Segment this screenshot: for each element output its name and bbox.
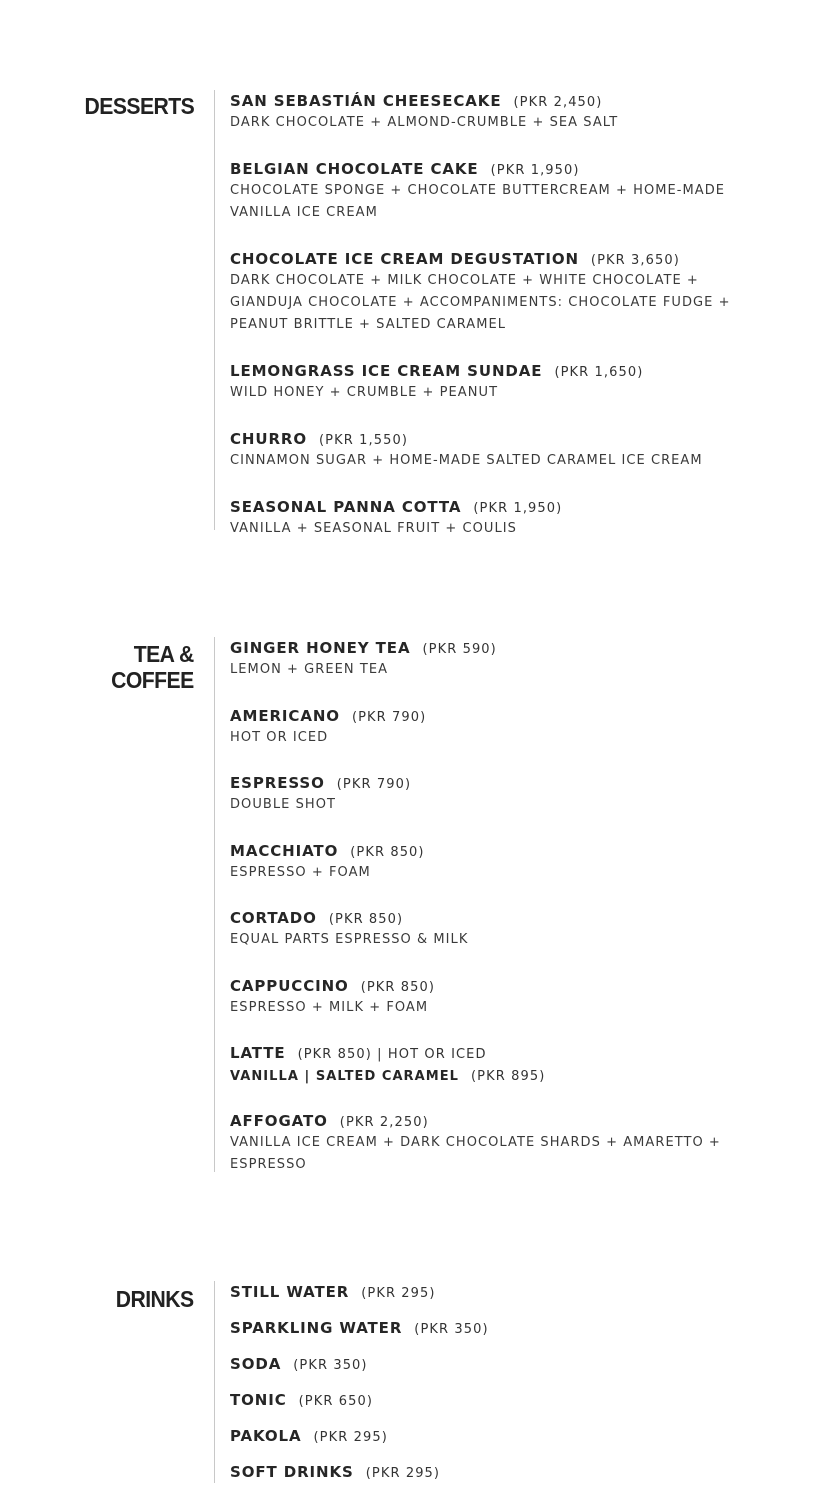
section-title-drinks	[116, 1286, 194, 1312]
menu-item	[230, 1281, 790, 1303]
item-price: (PKR 295)	[361, 1286, 436, 1301]
item-price: (PKR 790)	[351, 709, 427, 725]
menu-item	[230, 1317, 790, 1339]
item-price: (PKR 850)	[360, 979, 436, 995]
menu-item	[230, 1425, 790, 1447]
item-price: (PKR 650)	[298, 1394, 374, 1409]
item-price: (PKR 2,450)	[513, 95, 603, 110]
item-price: (PKR 850) | HOT OR ICED	[297, 1047, 487, 1062]
item-description: CINNAMON SUGAR + HOME-MADE SALTED CARAMEL ICE CREAM	[230, 453, 703, 468]
item-price: (PKR 1,950)	[490, 163, 580, 178]
menu-item	[230, 1110, 790, 1176]
item-variant-price: (PKR 895)	[470, 1069, 546, 1084]
item-description: ESPRESSO + MILK + FOAM	[230, 999, 429, 1015]
section-title-line: COFFEE	[111, 667, 194, 693]
menu-item	[230, 248, 790, 336]
section-divider	[214, 1281, 215, 1483]
menu-item	[230, 90, 790, 134]
item-description: VANILLA + SEASONAL FRUIT + COULIS	[230, 521, 517, 536]
item-price: (PKR 350)	[293, 1358, 368, 1373]
item-price: (PKR 1,650)	[554, 365, 644, 380]
menu-item	[230, 158, 790, 224]
item-description: HOT OR ICED	[230, 729, 329, 745]
section-title-text: DESSERTS	[84, 93, 194, 119]
item-description: VANILLA ICE CREAM + DARK CHOCOLATE SHARDS + AMARETTO + ESPRESSO	[230, 1134, 721, 1172]
section-title-desserts	[84, 93, 194, 119]
item-description: DARK CHOCOLATE + ALMOND-CRUMBLE + SEA SALT	[230, 115, 619, 130]
item-name: CHOCOLATE ICE CREAM DEGUSTATION	[230, 250, 579, 268]
section-title-line: TEA &	[134, 641, 194, 667]
item-name: SODA	[230, 1355, 282, 1373]
menu-item	[230, 975, 790, 1019]
item-price: (PKR 850)	[328, 912, 404, 927]
menu-item-list	[230, 90, 790, 564]
item-name: TONIC	[230, 1391, 287, 1409]
item-description: CHOCOLATE SPONGE + CHOCOLATE BUTTERCREAM + HOME-MADE VANILLA ICE CREAM	[230, 183, 726, 220]
item-name: CHURRO	[230, 430, 307, 448]
item-name: STILL WATER	[230, 1283, 350, 1301]
item-name: ESPRESSO	[230, 774, 325, 792]
item-description: DARK CHOCOLATE + MILK CHOCOLATE + WHITE CHOCOLATE + GIANDUJA CHOCOLATE + ACCOMPANIMENTS: CHOCOLATE FUDGE + PEANUT BRITTLE + SALTED CARAMEL	[230, 273, 731, 332]
item-price: (PKR 295)	[365, 1466, 441, 1481]
menu-item	[230, 360, 790, 404]
menu-item	[230, 705, 790, 749]
item-price: (PKR 295)	[313, 1430, 388, 1445]
menu-item-list	[230, 637, 790, 1199]
item-price: (PKR 2,250)	[339, 1114, 429, 1130]
item-price: (PKR 1,950)	[473, 501, 563, 516]
menu-item	[230, 1353, 790, 1375]
item-name: LEMONGRASS ICE CREAM SUNDAE	[230, 362, 543, 380]
item-name: LATTE	[230, 1044, 286, 1062]
menu-item	[230, 496, 790, 540]
item-name: MACCHIATO	[230, 841, 339, 860]
menu-item	[230, 428, 790, 472]
menu-item	[230, 637, 790, 681]
item-description: ESPRESSO + FOAM	[230, 864, 371, 880]
item-price: (PKR 1,550)	[319, 433, 408, 448]
item-name: SAN SEBASTIÁN CHEESECAKE	[230, 92, 502, 110]
menu-item	[230, 840, 790, 884]
tea-coffee-section	[0, 637, 835, 1177]
menu-item	[230, 772, 790, 816]
item-description: LEMON + GREEN TEA	[230, 662, 389, 677]
item-price: (PKR 3,650)	[590, 253, 680, 268]
item-name: CORTADO	[230, 909, 317, 927]
item-name: SPARKLING WATER	[230, 1319, 403, 1337]
item-description: DOUBLE SHOT	[230, 797, 337, 812]
menu-item	[230, 907, 790, 951]
item-price: (PKR 590)	[422, 642, 497, 657]
item-name: AFFOGATO	[230, 1111, 328, 1130]
desserts-section	[0, 90, 835, 535]
item-name: CAPPUCCINO	[230, 976, 349, 995]
menu-item-list	[230, 1281, 790, 1497]
item-variant: VANILLA | SALTED CARAMEL	[230, 1069, 459, 1084]
item-price: (PKR 350)	[414, 1322, 489, 1337]
drinks-section	[0, 1281, 835, 1486]
item-price: (PKR 790)	[336, 777, 412, 792]
item-name: AMERICANO	[230, 706, 340, 725]
item-description: EQUAL PARTS ESPRESSO & MILK	[230, 932, 469, 947]
item-name: BELGIAN CHOCOLATE CAKE	[230, 160, 479, 178]
section-divider	[214, 90, 215, 530]
item-name: GINGER HONEY TEA	[230, 639, 411, 657]
menu-item	[230, 1042, 790, 1086]
item-description: WILD HONEY + CRUMBLE + PEANUT	[230, 385, 499, 400]
section-title-text: DRINKS	[116, 1286, 194, 1312]
item-name: SEASONAL PANNA COTTA	[230, 498, 462, 516]
section-divider	[214, 637, 215, 1172]
item-name: PAKOLA	[230, 1427, 302, 1445]
item-name: SOFT DRINKS	[230, 1463, 354, 1481]
section-title-tea-coffee	[111, 641, 194, 693]
menu-item	[230, 1389, 790, 1411]
item-price: (PKR 850)	[350, 844, 425, 860]
menu-item	[230, 1461, 790, 1483]
